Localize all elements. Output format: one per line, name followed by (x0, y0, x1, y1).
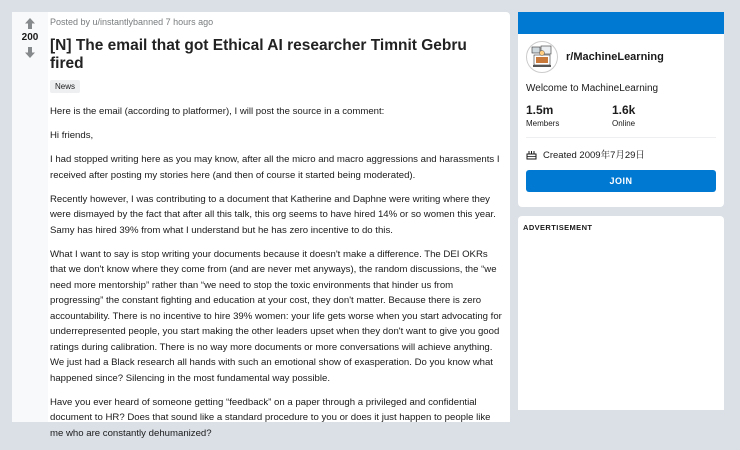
post-paragraph: What I want to say is stop writing your documents because it doesn't make a difference. The DEI OKRs that we don't know where they come from (and are never met anyways), the random discussions, the “we need more mentorship” rather than “we need to stop the toxic environments that hinder us from progressing” the constant fighting and education at your cost, they don't matter. Because there is zero accountability. There is no incentive to hire 39% women: your life gets worse when you start advocating for underrepresented people, you start making the other leaders upset when they don't want to give you good ratings during calibration. There is no way more documents or more conversations will achieve anything. We just had a Black research all hands with such an emotional show of exasperation. Do you know what happened since? Silencing in the most fundamental way possible. (50, 248, 502, 384)
post-paragraph: I had stopped writing here as you may know, after all the micro and macro aggressions and harassments I received after posting my stories here (and then of course it started being moderated). (50, 154, 500, 181)
cake-icon (526, 149, 537, 160)
members-stat (526, 103, 612, 128)
advertisement-label: ADVERTISEMENT (523, 223, 593, 232)
members-label: Members (526, 119, 560, 128)
post-content (50, 12, 504, 450)
vote-column (12, 12, 48, 422)
members-count: 1.5m (526, 103, 554, 117)
vote-score: 200 (21, 32, 39, 43)
online-label: Online (612, 119, 636, 128)
downvote-arrow-icon[interactable] (23, 46, 37, 58)
community-stats (526, 103, 724, 128)
about-community-card (518, 12, 724, 207)
post-title[interactable]: [N] The email that got Ethical AI researcher Timnit Gebru fired (50, 37, 467, 72)
online-stat (612, 103, 698, 128)
community-avatar-icon[interactable] (526, 41, 558, 73)
post-card (12, 12, 510, 439)
post-flair[interactable]: News (50, 80, 80, 93)
post-paragraph: Here is the email (according to platformer), I will post the source in a comment: (50, 106, 385, 117)
post-paragraph: Have you ever heard of someone getting “feedback” on a paper through a privileged and confidential document to HR? Does that sound like a standard procedure to you or does it just happen to people like me who are constantly dehumanized? (50, 396, 491, 439)
post-body (50, 104, 504, 441)
post-paragraph: Recently however, I was contributing to a document that Katherine and Daphne were writing where they were dismayed by the fact that after all this talk, this org seems to have hired 14% or so women this year. Samy has hired 39% from what I understand but he has zero incentive to do this. (50, 193, 496, 236)
post-meta[interactable]: Posted by u/instantlybanned 7 hours ago (50, 17, 214, 27)
join-button[interactable]: JOIN (526, 170, 716, 192)
online-count: 1.6k (612, 103, 636, 117)
created-date (526, 147, 724, 161)
post-paragraph: Hi friends, (50, 130, 94, 141)
community-description: Welcome to MachineLearning (526, 83, 659, 94)
created-date-text: Created 2009年7月29日 (543, 150, 645, 161)
about-header-band (518, 12, 724, 34)
community-header (518, 34, 724, 73)
divider (526, 137, 716, 138)
advertisement-card (518, 216, 724, 410)
community-name[interactable]: r/MachineLearning (566, 51, 664, 63)
upvote-arrow-icon[interactable] (23, 17, 37, 29)
